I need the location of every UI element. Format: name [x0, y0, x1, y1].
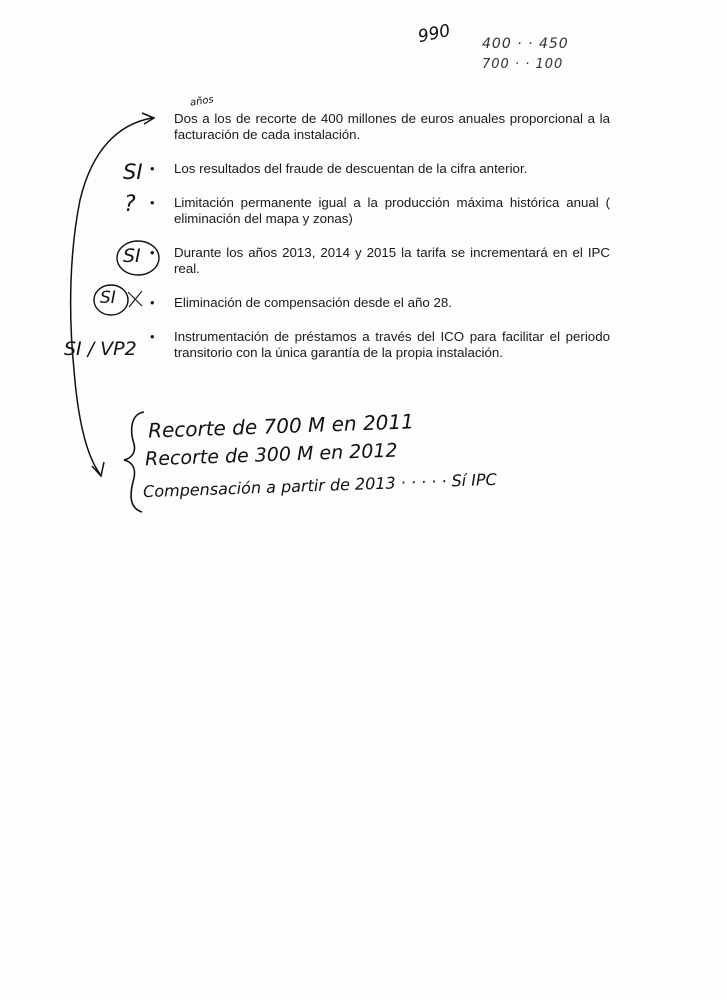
bullet-dot-icon: •: [150, 295, 155, 310]
circle-mark-icon: [94, 285, 128, 315]
bullet-text-4: Durante los años 2013, 2014 y 2015 la tarifa se incrementará en el IPC real.: [174, 245, 610, 276]
bullet-dot-icon: •: [150, 245, 155, 260]
bullet-dot-icon: •: [150, 329, 155, 344]
bullet-text-2: Los resultados del fraude de descuentan de la cifra anterior.: [174, 161, 528, 176]
handwritten-page-number: 990: [416, 20, 453, 48]
margin-note-si-1: SI: [123, 160, 143, 184]
handwritten-insertion: años: [189, 94, 215, 109]
bullet-text-1: Dos a los de recorte de 400 millones de euros anuales proporcional a la facturación de cada instalación.: [174, 111, 610, 142]
margin-note-question: ?: [124, 192, 136, 217]
circle-mark-icon: [117, 241, 159, 275]
bullet-dot-icon: •: [150, 161, 155, 176]
handwritten-line-2: Recorte de 300 M en 2012: [144, 439, 398, 471]
margin-note-si-vp2: SI / VP2: [64, 338, 137, 360]
handwritten-note-top-2: 700 · · 100: [482, 57, 564, 72]
bullet-text-3: Limitación permanente igual a la producción máxima histórica anual ( eliminación del mapa y zonas): [174, 195, 610, 226]
bullet-text-5: Eliminación de compensación desde el año 28.: [174, 295, 452, 310]
bullet-dot-icon: •: [150, 195, 155, 210]
margin-note-si-circled: SI: [123, 245, 141, 267]
brace-icon: [124, 412, 144, 512]
handwritten-note-top-1: 400 · · 450: [482, 36, 569, 52]
bullet-text-6: Instrumentación de préstamos a través del ICO para facilitar el periodo transitorio con la única garantía de la propia instalación.: [174, 329, 610, 360]
margin-note-si-circled-2: SI: [100, 288, 116, 308]
handwritten-line-1: Recorte de 700 M en 2011: [147, 409, 415, 443]
handwritten-line-3: Compensación a partir de 2013 · · · · · Sí IPC: [142, 469, 498, 502]
margin-arrow-curve: [71, 118, 152, 474]
cross-mark-icon: [128, 291, 142, 307]
